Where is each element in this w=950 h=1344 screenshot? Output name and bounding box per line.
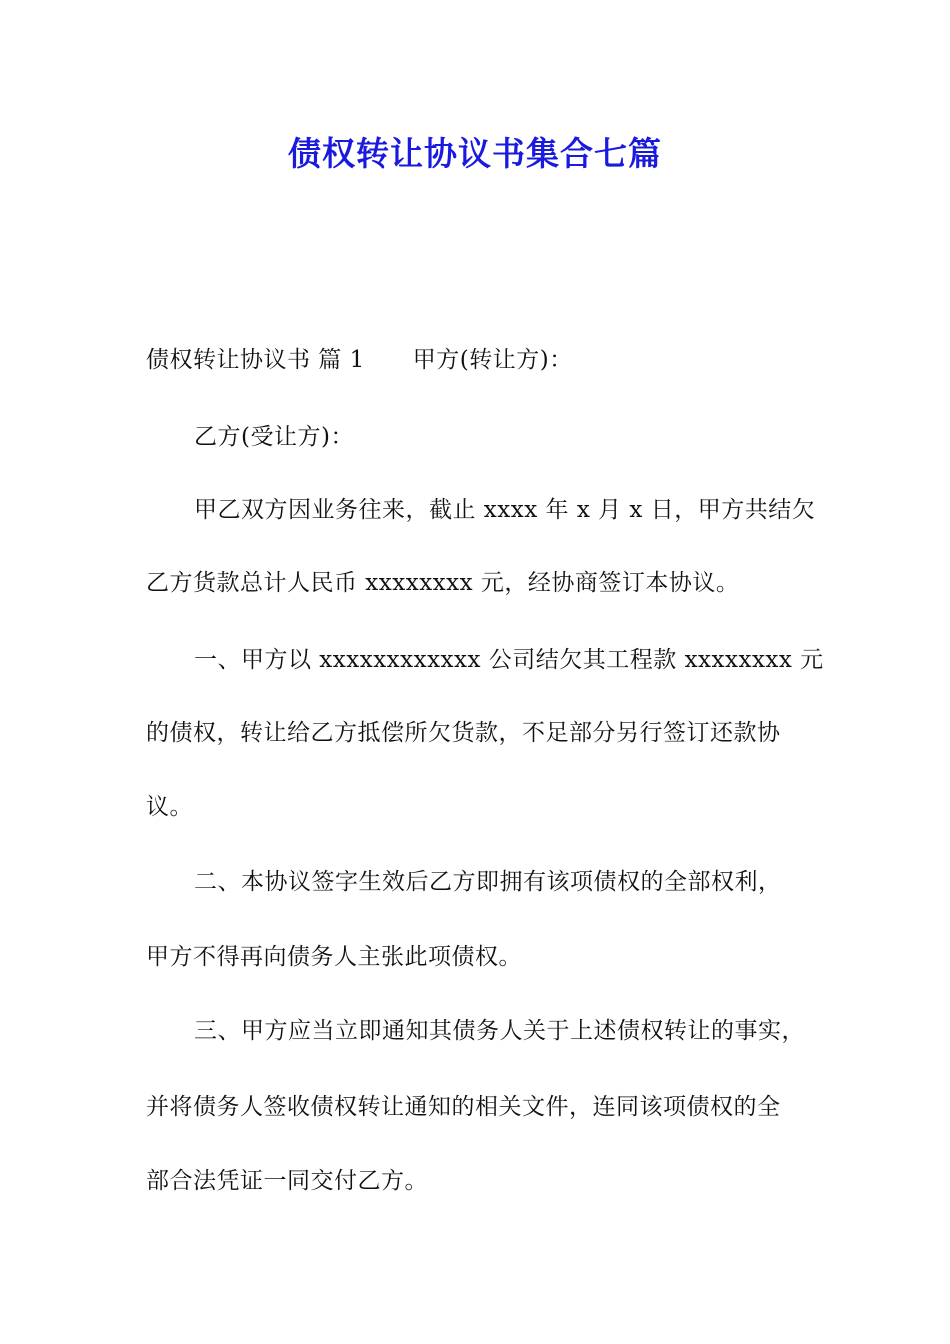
paragraph-line: 的债权，转让给乙方抵偿所欠货款，不足部分另行签订还款协 [146,720,781,746]
section-heading: 债权转让协议书 篇 1 [146,347,365,373]
paragraph-line: 甲方不得再向债务人主张此项债权。 [146,944,522,970]
paragraph-line: 三、甲方应当立即通知其债务人关于上述债权转让的事实， [194,1018,805,1044]
paragraph-line: 一、甲方以 xxxxxxxxxxxx 公司结欠其工程款 xxxxxxxx 元 [194,647,824,673]
document-title: 债权转让协议书集合七篇 [288,134,662,173]
paragraph-line: 部合法凭证一同交付乙方。 [146,1168,428,1194]
paragraph-line: 二、本协议签字生效后乙方即拥有该项债权的全部权利， [194,869,782,895]
paragraph-line: 乙方货款总计人民币 xxxxxxxx 元，经协商签订本协议。 [146,570,740,596]
paragraph-line: 并将债务人签收债权转让通知的相关文件，连同该项债权的全 [146,1094,781,1120]
paragraph-line: 甲乙双方因业务往来，截止 xxxx 年 x 月 x 日，甲方共结欠 [194,497,816,523]
paragraph-line: 议。 [146,794,193,820]
party-a-label: 甲方(转让方)： [412,347,573,373]
party-b-label: 乙方(受让方)： [194,424,354,450]
heading-line [146,345,573,375]
